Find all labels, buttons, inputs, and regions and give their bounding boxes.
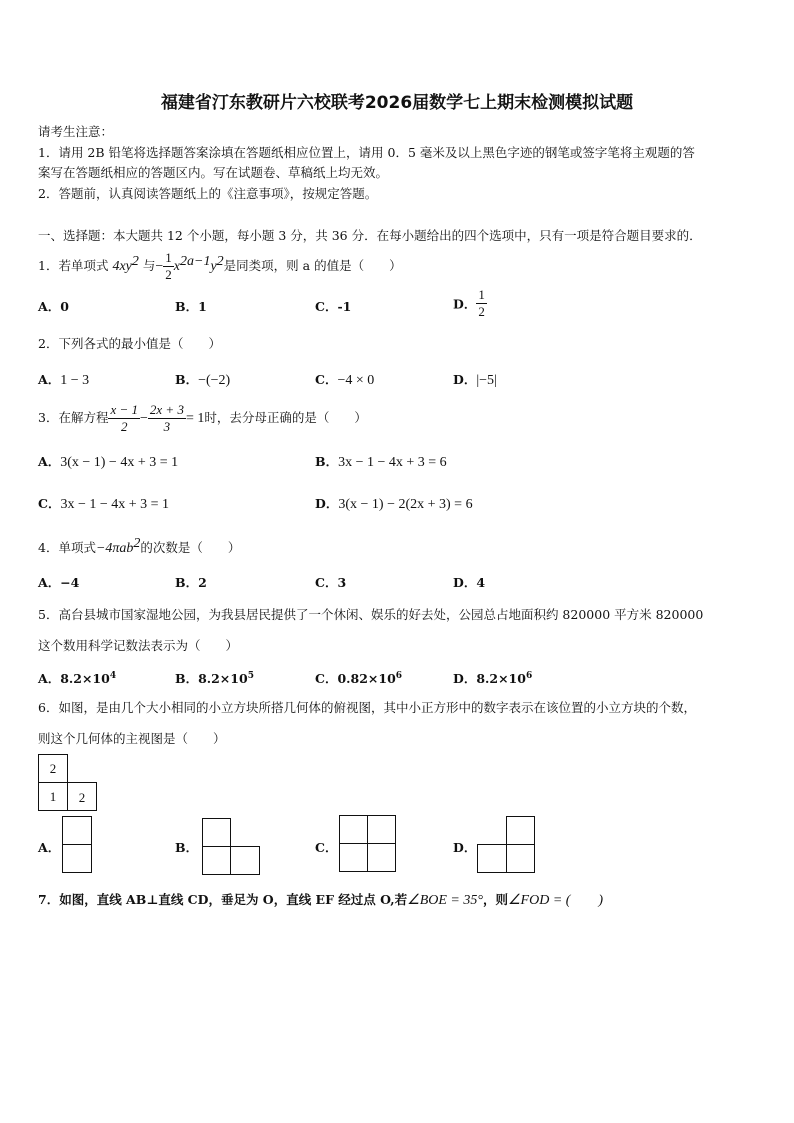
q1-frac-den: 2	[165, 267, 172, 283]
q4-prefix: 4．单项式	[38, 540, 96, 556]
q1-suffix: 是同类项，则 a 的值是（ ）	[223, 258, 402, 274]
q5-c-exp: 6	[395, 670, 403, 681]
q5-option-c	[315, 669, 402, 687]
q1-term2: x	[173, 259, 180, 275]
q4-option-b: B．2	[175, 575, 207, 590]
q3-c-value: 3x − 1 − 4x + 3 = 1	[60, 497, 170, 512]
top-view-cell-bottom-left: 1	[38, 782, 68, 811]
q1-d-fraction	[476, 287, 487, 320]
q2-d-value: |−5|	[476, 373, 497, 388]
question-5-line-2: 这个数用科学记数法表示为（ ）	[38, 638, 239, 653]
q1-frac-num: 1	[165, 250, 172, 266]
q2-c-label: C．	[315, 372, 338, 387]
q3-b-value: 3x − 1 − 4x + 3 = 6	[338, 455, 447, 470]
q7-prefix: 7．如图，直线 AB⊥直线 CD，垂足为 O，直线 EF 经过点 O,若	[38, 892, 408, 907]
q2-a-label: A．	[38, 372, 61, 387]
q1-exp2: 2a−1	[180, 254, 211, 269]
notice-heading: 请考生注意：	[38, 124, 114, 139]
q4-exp: 2	[133, 536, 141, 551]
q7-mid: ，则	[482, 892, 508, 907]
q3-d-label: D．	[315, 496, 339, 511]
top-view-cell-top: 2	[38, 754, 68, 783]
question-2-stem: 2．下列各式的最小值是（ ）	[38, 336, 221, 351]
question-4-stem	[38, 536, 240, 557]
q3-option-d	[315, 494, 473, 513]
q5-d-exp: 6	[525, 670, 533, 681]
q2-c-value: −4 × 0	[337, 373, 375, 388]
q3-prefix: 3．在解方程	[38, 410, 109, 425]
q3-suffix: 时，去分母正确的是（ ）	[204, 410, 367, 425]
q3-fraction-1	[108, 402, 140, 435]
q1-exp1: 2	[131, 254, 139, 269]
q4-suffix: 的次数是（ ）	[140, 540, 241, 556]
notice-item-1-line-1: 1．请用 2B 铅笔将选择题答案涂填在答题纸相应位置上，请用 0．5 毫米及以上黑色字迹的钢笔或签字笔将主观题的答	[38, 145, 695, 160]
question-3-stem	[38, 400, 367, 437]
notice-item-1-line-2: 案写在答题纸相应的答题区内。写在试题卷、草稿纸上均无效。	[38, 165, 389, 180]
q2-a-value: 1 − 3	[60, 373, 90, 388]
q6-option-a-figure	[62, 816, 94, 877]
q3-fraction-2	[148, 402, 186, 435]
q1-option-d	[453, 287, 487, 320]
q5-option-d	[453, 669, 532, 687]
q3-b-label: B．	[315, 454, 339, 469]
q5-option-a	[38, 669, 116, 687]
q3-c-label: C．	[38, 496, 61, 511]
q6-option-c-figure	[339, 815, 399, 876]
q1-neg: −	[155, 259, 164, 275]
q4-option-c: C．3	[315, 575, 347, 590]
q1-term1: 4xy	[112, 259, 132, 275]
q5-option-b	[175, 669, 254, 687]
q2-option-c	[315, 370, 374, 389]
q5-a-exp: 4	[109, 670, 117, 681]
q3-minus: −	[140, 411, 148, 426]
q2-option-a	[38, 370, 89, 389]
q6-option-d-figure	[477, 816, 537, 877]
question-1-stem	[38, 245, 402, 284]
question-6-line-1: 6．如图，是由几个大小相同的小立方块所搭几何体的俯视图，其中小正方形中的数字表示在该位置的小立方块的个数，	[38, 700, 696, 715]
section-heading: 一、选择题：本大题共 12 个小题，每小题 3 分，共 36 分．在每小题给出的四个选项中，只有一项是符合题目要求的．	[38, 228, 702, 243]
top-view-cell-bottom-right: 2	[67, 782, 97, 811]
q4-option-d: D．4	[453, 575, 486, 590]
q5-a-base: A．8.2×10	[38, 671, 110, 686]
page-title: 福建省汀东教研片六校联考2026届数学七上期末检测模拟试题	[160, 93, 634, 113]
q3-option-a	[38, 452, 178, 471]
question-5-line-1: 5．高台县城市国家湿地公园，为我县居民提供了一个休闲、娱乐的好去处，公园总占地面积约 820000 平方米 820000	[38, 607, 704, 622]
q1-fraction	[163, 250, 174, 283]
q6-option-b-label: B．	[175, 840, 199, 855]
q5-b-base: B．8.2×10	[175, 671, 248, 686]
q1-exp3: 2	[216, 254, 224, 269]
q6-option-b-figure	[202, 818, 262, 879]
q7-angle-2: ∠FOD = ( )	[508, 893, 604, 908]
q3-option-c	[38, 494, 169, 513]
q1-term2b: y	[210, 259, 217, 275]
q3-a-label: A．	[38, 454, 61, 469]
q5-d-base: D．8.2×10	[453, 671, 526, 686]
q1-option-b: B．1	[175, 299, 207, 314]
q2-option-d	[453, 370, 497, 389]
q1-mid: 与	[142, 258, 156, 274]
q1-d-den: 2	[478, 304, 485, 319]
notice-item-2: 2．答题前，认真阅读答题纸上的《注意事项》，按规定答题。	[38, 186, 378, 201]
q2-option-b	[175, 370, 230, 389]
q4-option-a: A．−4	[38, 575, 80, 590]
q3-rest: = 1	[185, 411, 205, 426]
q2-b-value: −(−2)	[198, 373, 231, 388]
q3-option-b	[315, 452, 447, 471]
q1-option-c: C．-1	[315, 299, 352, 314]
q7-angle-1: ∠BOE = 35°	[407, 893, 483, 908]
q2-d-label: D．	[453, 372, 477, 387]
q2-b-label: B．	[175, 372, 199, 387]
q5-c-base: C．0.82×10	[315, 671, 396, 686]
q3-f1-den: 2	[120, 419, 128, 434]
q3-f2-num: 2x + 3	[149, 402, 184, 417]
q3-a-value: 3(x − 1) − 4x + 3 = 1	[60, 455, 179, 470]
question-7-stem	[38, 889, 603, 909]
q1-prefix: 1．若单项式	[38, 258, 109, 274]
question-6-line-2: 则这个几何体的主视图是（ ）	[38, 731, 226, 746]
q3-f1-num: x − 1	[110, 402, 138, 417]
q1-option-a: A．0	[38, 299, 69, 314]
q5-b-exp: 5	[247, 670, 254, 681]
q6-option-c-label: C．	[315, 840, 338, 855]
q4-term: −4πab	[95, 541, 134, 557]
q6-option-a-label: A．	[38, 840, 61, 855]
q1-d-label: D．	[453, 296, 477, 312]
q3-d-value: 3(x − 1) − 2(2x + 3) = 6	[338, 497, 473, 512]
q3-f2-den: 3	[163, 419, 171, 434]
q1-d-num: 1	[478, 287, 485, 302]
q6-option-d-label: D．	[453, 840, 477, 855]
